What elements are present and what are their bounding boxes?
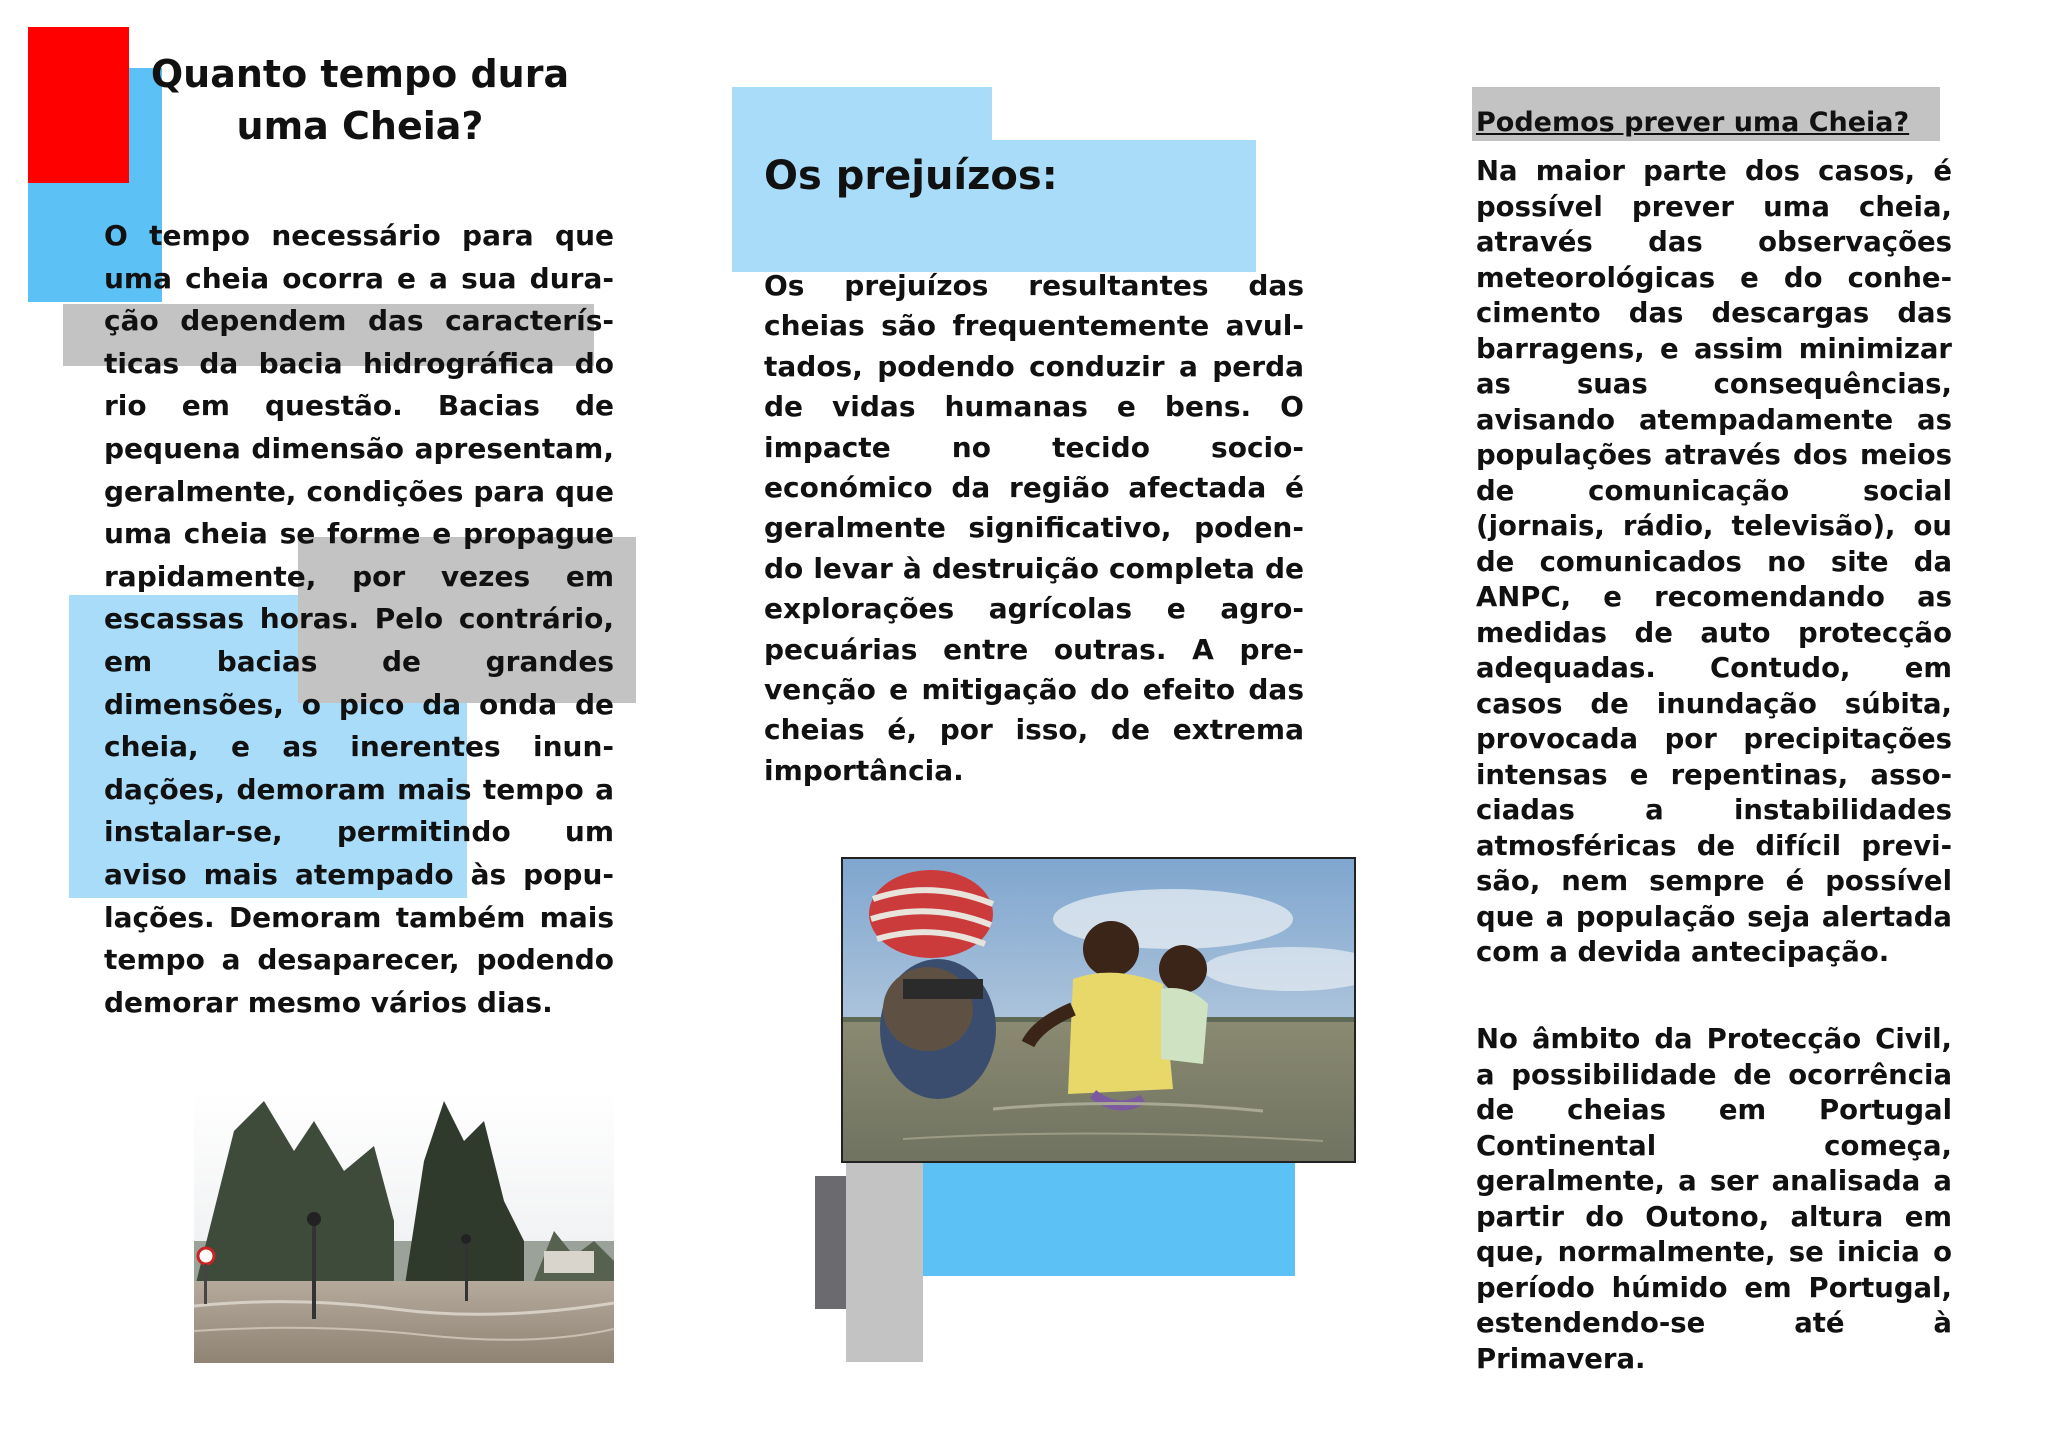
- decor-dark-gray-block: [815, 1176, 846, 1309]
- section-body-forecast-2: No âmbito da Protecção Civil, a possibilidade de ocorrência de cheias em Portugal Continental começa, geralmente, a ser analisada a partir do Outono, altura em que, normalmente, se inicia o período húmido em Portugal, estendendo-se até à Primavera.: [1476, 1023, 1952, 1375]
- decor-red-block: [28, 27, 129, 183]
- decor-sky-blue-block: [868, 1150, 1295, 1276]
- section-title-damages: Os prejuízos:: [764, 153, 1058, 199]
- section-title-forecast: Podemos prever uma Cheia?: [1476, 107, 1910, 138]
- section-body-damages: Os prejuízos resultantes das cheias são frequentemente avultados, podendo conduzir a perda de vidas humanas e bens. O impacte no tecido socioeconómico da região afectada é geralmente significativo, podendo levar à destruição completa de explorações agrícolas e agropecuárias entre outras. A prevenção e mitigação do efeito das cheias é, por isso, de extrema importância.: [764, 269, 1304, 787]
- flooded-park-photo: [194, 1091, 614, 1363]
- children-wading-floodwater-photo: [841, 857, 1356, 1163]
- section-body-forecast-1: Na maior parte dos casos, é possível prever uma cheia, através das observações meteorológicas e do conhecimento das descargas das barragens, e assim minimizar as suas consequências, avisando atempadamente as populações através dos meios de comunicação social (jornais, rádio, televisão), ou de comunicados no site da ANPC, e recomendando as medidas de auto protecção adequadas. Contudo, em casos de inundação súbita, provocada por precipitações intensas e repentinas, associadas a instabilidades atmosféricas de difícil previsão, nem sempre é possível que a população seja alertada com a devida antecipação.: [1476, 155, 1952, 968]
- section-title-duration: Quanto tempo dura uma Cheia?: [150, 52, 570, 148]
- decor-light-gray-block: [846, 1162, 923, 1362]
- section-body-duration: O tempo necessário para que uma cheia ocorra e a sua duração dependem das características da bacia hidrográfica do rio em questão. Bacias de pequena dimensão apresentam, geralmente, condições para que uma cheia se forme e propague rapidamente, por vezes em escassas horas. Pelo contrário, em bacias de grandes dimensões, o pico da onda de cheia, e as inerentes inundações, demoram mais tempo a instalar-se, permitindo um aviso mais atempado às populações. Demoram também mais tempo a desaparecer, podendo demorar mesmo vários dias.: [104, 219, 614, 1019]
